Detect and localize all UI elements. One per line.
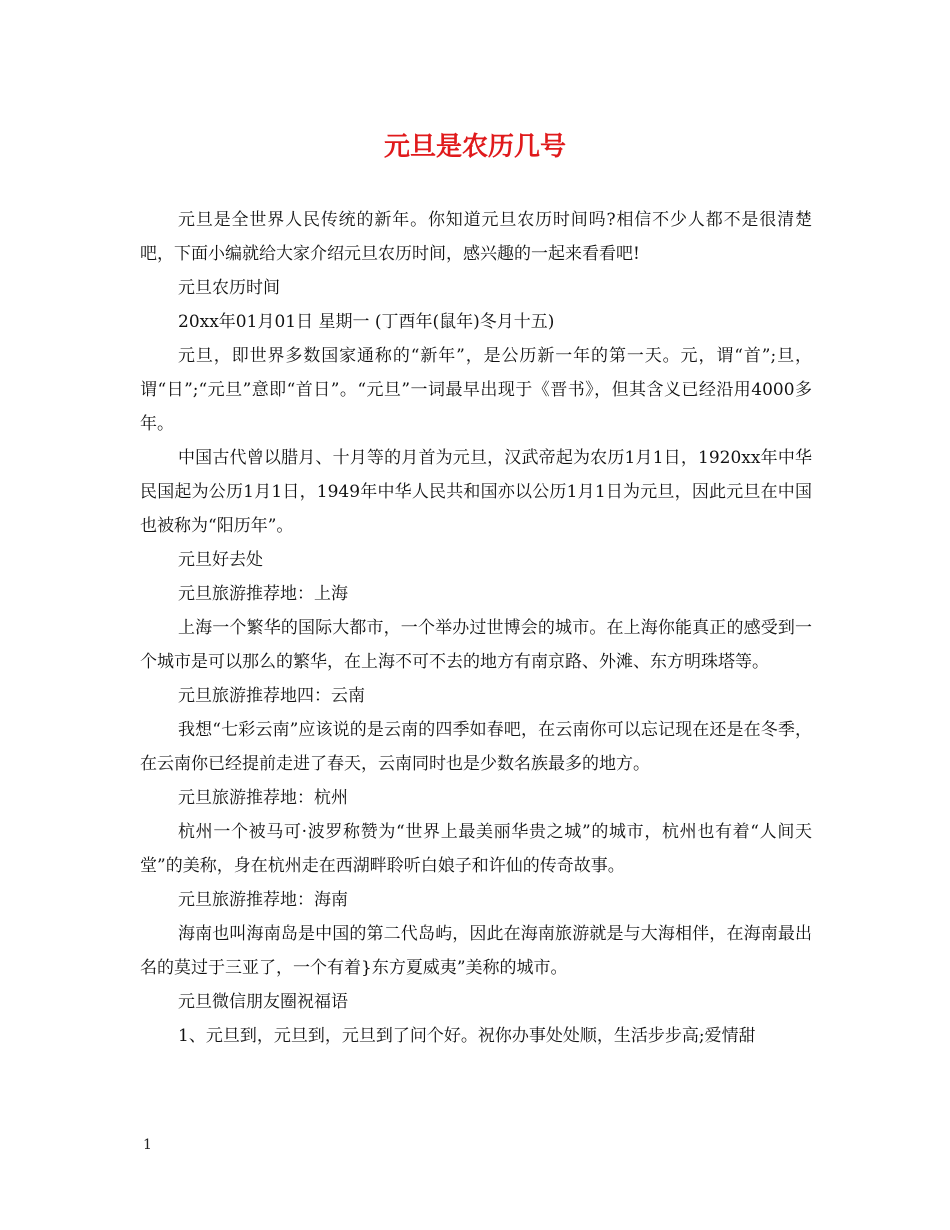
heading-shanghai: 元旦旅游推荐地：上海 — [178, 584, 348, 604]
paragraph-greeting-1: 1、元旦到，元旦到，元旦到了问个好。祝你办事处处顺，生活步步高;爱情甜 — [178, 1026, 756, 1046]
page-title: 元旦是农历几号 — [383, 132, 566, 162]
paragraph-hainan: 海南也叫海南岛是中国的第二代岛屿，因此在海南旅游就是与大海相伴，在海南最出名的莫过于三亚了，一个有着}东方夏威夷”美称的城市。 — [140, 924, 812, 978]
heading-hainan: 元旦旅游推荐地：海南 — [178, 890, 348, 910]
paragraph-shanghai: 上海一个繁华的国际大都市，一个举办过世博会的城市。在上海你能真正的感受到一个城市是可以那么的繁华，在上海不可不去的地方有南京路、外滩、东方明珠塔等。 — [140, 618, 812, 672]
heading-lunar-date: 元旦农历时间 — [178, 278, 280, 298]
page-number: 1 — [143, 1137, 152, 1153]
paragraph-meaning: 元旦，即世界多数国家通称的“新年”，是公历新一年的第一天。元，谓“首”;旦，谓“日”;“元旦”意即“首日”。“元旦”一词最早出现于《晋书》，但其含义已经沿用4000多年。 — [140, 346, 812, 434]
paragraph-hangzhou: 杭州一个被马可·波罗称赞为“世界上最美丽华贵之城”的城市，杭州也有着“人间天堂”的美称，身在杭州走在西湖畔聆听白娘子和许仙的传奇故事。 — [140, 822, 812, 876]
document-body — [140, 203, 812, 1053]
paragraph-history: 中国古代曾以腊月、十月等的月首为元旦，汉武帝起为农历1月1日，1920xx年中华民国起为公历1月1日，1949年中华人民共和国亦以公历1月1日为元旦，因此元旦在中国也被称为“阳历年”。 — [140, 448, 812, 536]
paragraph-yunnan: 我想“七彩云南”应该说的是云南的四季如春吧，在云南你可以忘记现在还是在冬季，在云南你已经提前走进了春天，云南同时也是少数名族最多的地方。 — [140, 720, 812, 774]
heading-hangzhou: 元旦旅游推荐地：杭州 — [178, 788, 348, 808]
paragraph-date: 20xx年01月01日 星期一 (丁酉年(鼠年)冬月十五) — [178, 312, 555, 332]
heading-yunnan: 元旦旅游推荐地四：云南 — [178, 686, 365, 706]
heading-greetings: 元旦微信朋友圈祝福语 — [178, 992, 348, 1012]
heading-destinations: 元旦好去处 — [178, 550, 263, 570]
paragraph-intro: 元旦是全世界人民传统的新年。你知道元旦农历时间吗?相信不少人都不是很清楚吧，下面小编就给大家介绍元旦农历时间，感兴趣的一起来看看吧! — [140, 210, 812, 264]
